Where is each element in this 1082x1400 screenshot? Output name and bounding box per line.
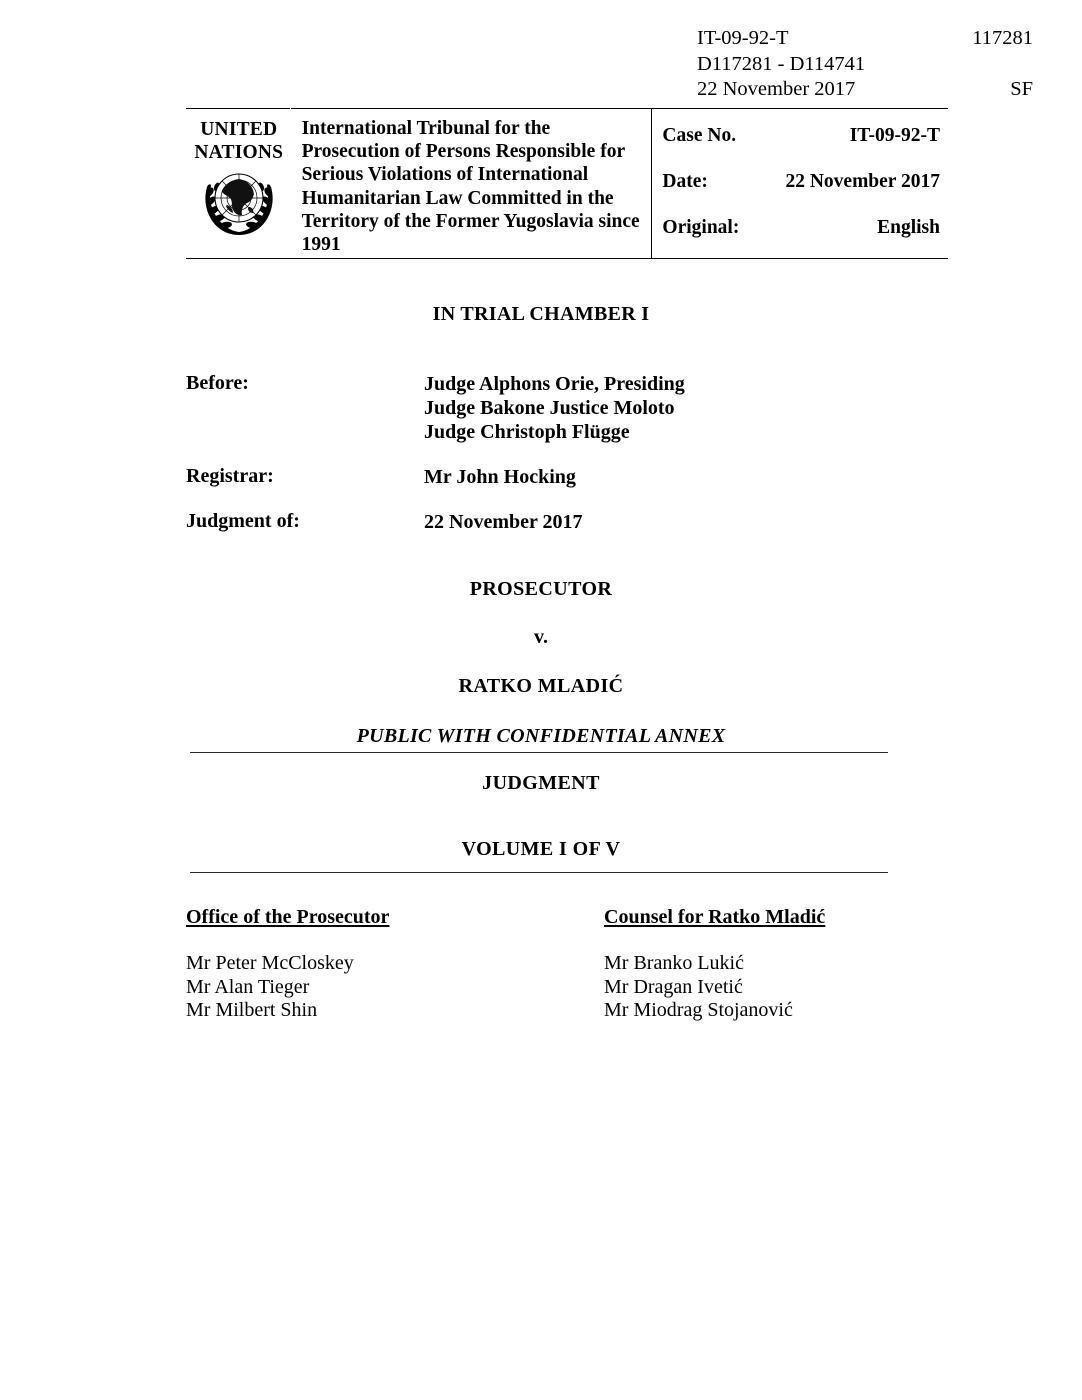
judge-moloto: Judge Bakone Justice Moloto — [424, 397, 675, 419]
date-label: Date: — [662, 171, 708, 192]
page-number-stamp: 117281 — [972, 27, 1033, 49]
case-no-value: IT-09-92-T — [849, 125, 940, 146]
defence-counsel-name: Mr Branko Lukić — [604, 952, 744, 974]
un-emblem-icon — [188, 165, 290, 244]
judges-list — [424, 372, 685, 444]
caption-accused: RATKO MLADIĆ — [458, 675, 624, 697]
header-row — [186, 108, 948, 259]
case-no-label: Case No. — [662, 125, 737, 146]
registrar-label: Registrar: — [186, 465, 274, 487]
un-emblem-cell — [186, 108, 290, 259]
separator-rule-bottom — [190, 872, 888, 873]
judge-presiding: Judge Alphons Orie, Presiding — [424, 373, 685, 395]
document-range-stamp: D117281 - D114741 — [697, 52, 866, 75]
registry-stamp-row — [697, 26, 1037, 52]
judgment-date-row — [186, 510, 948, 534]
prosecution-counsel-name: Mr Peter McCloskey — [186, 952, 354, 974]
registrar-name: Mr John Hocking — [424, 466, 576, 488]
un-emblem-svg — [197, 165, 281, 239]
judgment-date-value: 22 November 2017 — [424, 511, 583, 533]
filing-date-stamp: 22 November 2017 — [697, 78, 856, 100]
chamber-composition — [186, 372, 948, 554]
defence-column — [604, 906, 966, 1023]
counsel-section — [186, 906, 966, 1023]
original-label: Original: — [662, 217, 740, 238]
judge-fluegge: Judge Christoph Flügge — [424, 421, 630, 443]
prosecution-counsel-name: Mr Alan Tieger — [186, 975, 310, 998]
trial-chamber-heading: IN TRIAL CHAMBER I — [432, 303, 650, 325]
prosecution-heading: Office of the Prosecutor — [186, 906, 390, 928]
volume-heading: VOLUME I OF V — [461, 838, 621, 860]
registry-stamp-row — [697, 52, 1037, 78]
nations-label: NATIONS — [194, 142, 284, 163]
confidentiality-notice: PUBLIC WITH CONFIDENTIAL ANNEX — [356, 725, 726, 747]
separator-rule-top — [190, 752, 888, 753]
case-caption — [0, 578, 1082, 748]
case-labels-cell — [652, 108, 765, 259]
case-number-stamp: IT-09-92-T — [697, 27, 789, 49]
registry-stamp-row — [697, 77, 1037, 103]
tribunal-title-cell — [290, 108, 652, 259]
tribunal-title: International Tribunal for the Prosecution of Persons Responsible for Serious Violations of International Humanitarian Law Committed in the Territory of the Former Yugoslavia since 1991 — [301, 118, 640, 256]
before-row — [186, 372, 948, 444]
registry-stamp — [697, 26, 1037, 103]
case-values-cell — [765, 108, 948, 259]
united-label: UNITED — [200, 119, 278, 140]
initials-stamp: SF — [1010, 78, 1033, 100]
judgment-of-label: Judgment of: — [186, 510, 300, 532]
stamp-blank — [926, 52, 1037, 78]
registrar-row — [186, 465, 948, 489]
caption-prosecutor: PROSECUTOR — [469, 578, 613, 600]
defence-counsel-name: Mr Miodrag Stojanović — [604, 999, 793, 1021]
defence-heading: Counsel for Ratko Mladić — [604, 906, 826, 928]
caption-versus: v. — [534, 626, 548, 648]
defence-counsel-name: Mr Dragan Ivetić — [604, 975, 743, 998]
date-value: 22 November 2017 — [785, 171, 940, 192]
prosecution-column — [186, 906, 604, 1023]
before-label: Before: — [186, 372, 249, 394]
document-type-heading: JUDGMENT — [482, 772, 600, 794]
prosecution-counsel-name: Mr Milbert Shin — [186, 999, 318, 1021]
original-value: English — [877, 217, 940, 238]
tribunal-header-table — [186, 108, 948, 259]
